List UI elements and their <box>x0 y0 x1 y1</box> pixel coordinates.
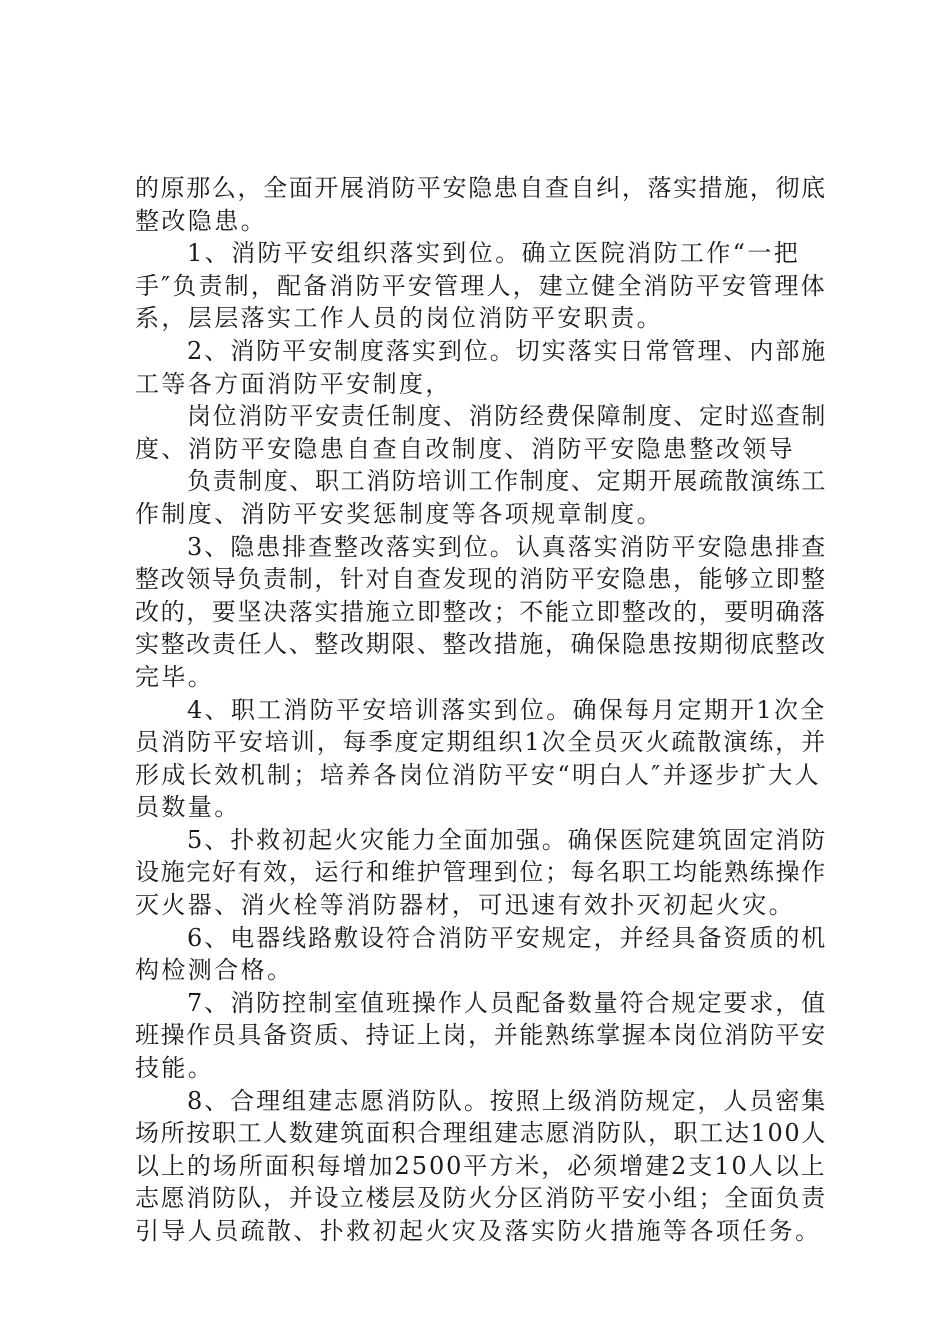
text-line: 形成长效机制；培养各岗位消防平安“明白人″并逐步扩大人 <box>135 760 822 789</box>
text-line: 工等各方面消防平安制度， <box>135 369 452 398</box>
text-line: 整改领导负责制，针对自查发现的消防平安隐患，能够立即整 <box>135 565 827 594</box>
text-line: 手″负责制，配备消防平安管理人，建立健全消防平安管理体 <box>135 271 827 300</box>
text-line: 引导人员疏散、扑救初起火灾及落实防火措施等各项任务。 <box>135 1217 822 1245</box>
text-line: 整改隐患。 <box>135 206 267 235</box>
text-line: 构检测合格。 <box>135 956 294 985</box>
text-line: 志愿消防队，并设立楼层及防火分区消防平安小组；全面负责 <box>135 1184 827 1213</box>
text-line: 设施完好有效，运行和维护管理到位；每名职工均能熟练操作 <box>135 858 827 887</box>
text-line: 度、消防平安隐患自查自改制度、消防平安隐患整改领导 <box>135 434 795 463</box>
text-line: 员数量。 <box>135 793 241 822</box>
text-line: 实整改责任人、整改期限、整改措施，确保隐患按期彻底整改 <box>135 630 827 659</box>
text-line: 员消防平安培训，每季度定期组织1次全员灭火疏散演练，并 <box>135 728 828 757</box>
text-line: 的原那么，全面开展消防平安隐患自查自纠，落实措施，彻底 <box>135 174 827 202</box>
text-line: 5、扑救初起火灾能力全面加强。确保医院建筑固定消防 <box>187 825 828 854</box>
text-line: 2、消防平安制度落实到位。切实落实日常管理、内部施 <box>187 336 828 365</box>
text-line: 作制度、消防平安奖惩制度等各项规章制度。 <box>135 499 663 528</box>
text-line: 以上的场所面积每增加2500平方米，必须增建2支10人以上 <box>135 1151 827 1180</box>
text-line: 完毕。 <box>135 662 215 691</box>
text-line: 7、消防控制室值班操作人员配备数量符合规定要求，值 <box>187 988 828 1017</box>
text-line: 6、电器线路敷设符合消防平安规定，并经具备资质的机 <box>187 923 828 952</box>
text-line: 3、隐患排查整改落实到位。认真落实消防平安隐患排查 <box>187 532 828 561</box>
text-line: 系，层层落实工作人员的岗位消防平安职责。 <box>135 304 663 333</box>
text-line: 岗位消防平安责任制度、消防经费保障制度、定时巡查制 <box>187 402 827 431</box>
text-line: 1、消防平安组织落实到位。确立医院消防工作“一把 <box>187 239 801 268</box>
text-line: 技能。 <box>135 1054 215 1083</box>
document-body <box>135 172 828 1248</box>
text-line: 4、职工消防平安培训落实到位。确保每月定期开1次全 <box>187 695 827 724</box>
text-line: 灭火器、消火栓等消防器材，可迅速有效扑灭初起火灾。 <box>135 891 795 920</box>
text-line: 8、合理组建志愿消防队。按照上级消防规定，人员密集 <box>187 1086 828 1115</box>
text-line: 改的，要坚决落实措施立即整改；不能立即整改的，要明确落 <box>135 597 827 626</box>
text-line: 场所按职工人数建筑面积合理组建志愿消防队，职工达100人 <box>135 1119 828 1148</box>
text-line: 负责制度、职工消防培训工作制度、定期开展疏散演练工 <box>187 467 827 496</box>
text-line: 班操作员具备资质、持证上岗，并能熟练掌握本岗位消防平安 <box>135 1021 827 1050</box>
